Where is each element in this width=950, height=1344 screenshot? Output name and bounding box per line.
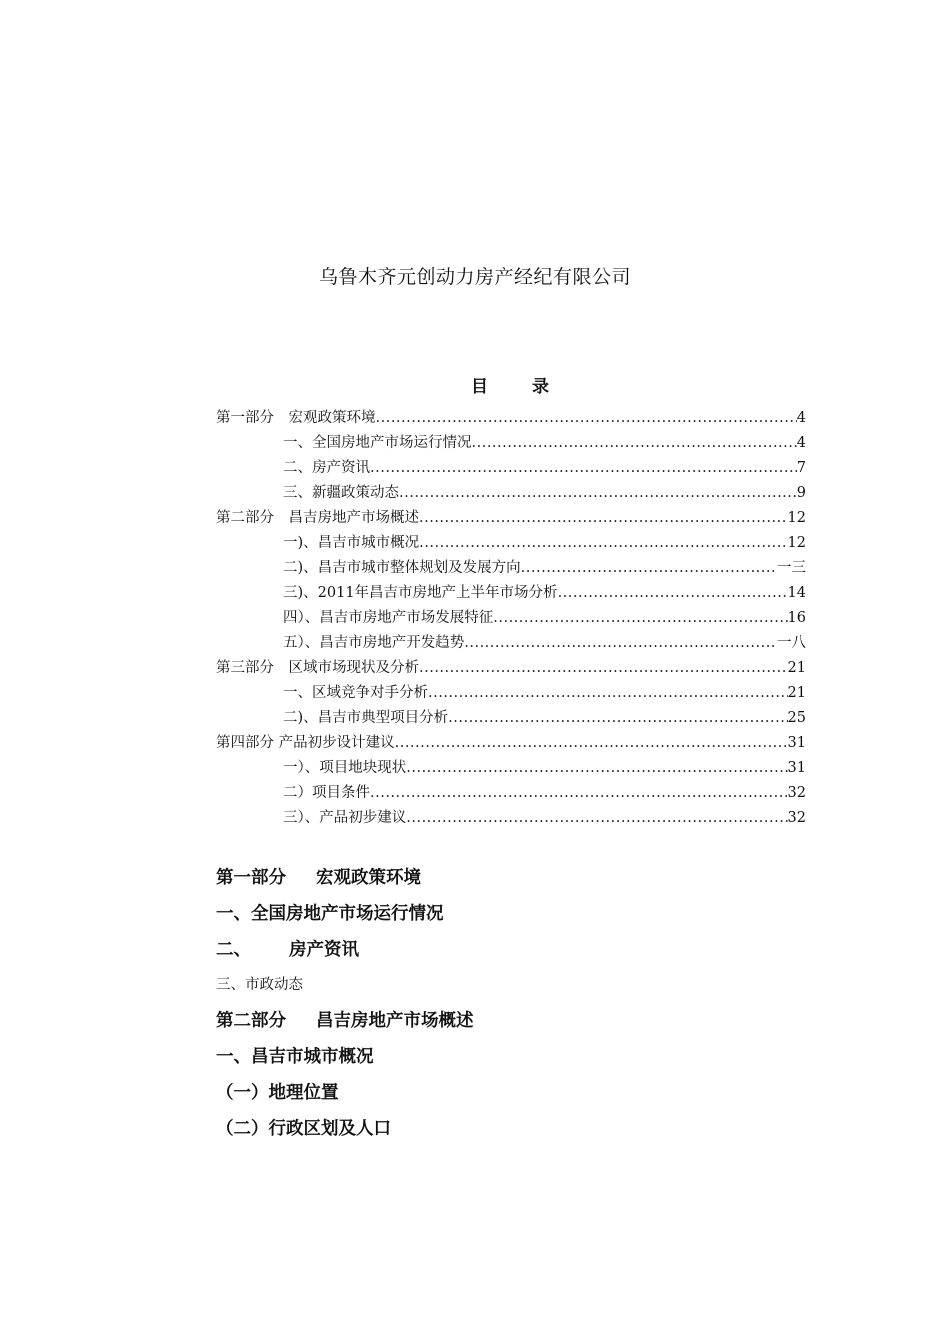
toc-entry-label: 二）项目条件 xyxy=(283,785,370,801)
toc-entry[interactable] xyxy=(216,606,806,631)
toc-entry[interactable] xyxy=(216,456,806,481)
toc-leader xyxy=(493,606,787,631)
toc-entry-label: 二)、昌吉市典型项目分析 xyxy=(283,710,449,726)
toc-leader xyxy=(428,681,788,706)
toc-entry[interactable] xyxy=(216,806,806,831)
toc-entry-label: 一)、昌吉市城市概况 xyxy=(283,535,420,551)
toc-leader xyxy=(419,506,788,531)
toc-entry[interactable] xyxy=(216,706,806,731)
toc-page-number: 21 xyxy=(787,685,806,701)
toc-entry-label: 二、房产资讯 xyxy=(283,460,370,476)
toc-page-number: 14 xyxy=(787,585,806,601)
toc-page-number: 12 xyxy=(787,535,806,551)
toc-entry-label: 三）、产品初步建议 xyxy=(283,810,407,826)
toc-page-number: 4 xyxy=(796,435,806,451)
toc-leader xyxy=(406,756,787,781)
toc-entry[interactable] xyxy=(216,531,806,556)
toc-title-part2: 录 xyxy=(532,377,549,397)
section-heading: 一、全国房地产市场运行情况 xyxy=(216,903,444,924)
heading-part-title: 昌吉房地产市场概述 xyxy=(316,1011,474,1032)
section-heading: （二）行政区划及人口 xyxy=(216,1118,391,1139)
toc-entry[interactable] xyxy=(216,431,806,456)
toc-leader xyxy=(521,556,777,581)
body-headings xyxy=(216,864,816,1150)
table-of-contents xyxy=(216,406,806,831)
toc-page-number: 32 xyxy=(787,785,806,801)
toc-entry[interactable] xyxy=(216,481,806,506)
toc-page-number: 21 xyxy=(787,660,806,676)
toc-entry-label: 一、全国房地产市场运行情况 xyxy=(283,435,472,451)
heading-part-title: 房产资讯 xyxy=(289,939,359,960)
toc-leader xyxy=(464,631,777,656)
toc-entry[interactable] xyxy=(216,581,806,606)
toc-entry-label: 三)、2011年昌吉市房地产上半年市场分析 xyxy=(283,585,558,601)
toc-page-number: 12 xyxy=(787,510,806,526)
section-heading: 三、市政动态 xyxy=(216,977,303,994)
heading-part-label: 第一部分 xyxy=(216,868,286,888)
toc-title xyxy=(0,372,950,397)
toc-entry-label: 三、新疆政策动态 xyxy=(283,485,399,501)
toc-page-number: 9 xyxy=(796,485,806,501)
toc-entry-label: 五）、昌吉市房地产开发趋势 xyxy=(283,635,465,651)
toc-title-part1: 目 xyxy=(471,377,488,397)
toc-leader xyxy=(370,456,797,481)
toc-page-number: 4 xyxy=(796,410,806,426)
toc-page-number: 一八 xyxy=(777,635,806,651)
toc-entry[interactable] xyxy=(216,781,806,806)
toc-leader xyxy=(558,581,788,606)
toc-leader xyxy=(370,781,788,806)
toc-entry[interactable] xyxy=(216,406,806,431)
toc-entry-label: 第一部分 宏观政策环境 xyxy=(216,410,376,426)
toc-page-number: 7 xyxy=(796,460,806,476)
toc-entry[interactable] xyxy=(216,631,806,656)
section-heading xyxy=(216,936,816,972)
toc-leader xyxy=(448,706,787,731)
section-heading xyxy=(216,1007,816,1043)
toc-entry[interactable] xyxy=(216,556,806,581)
section-heading: 一、昌吉市城市概况 xyxy=(216,1046,374,1067)
heading-part-title: 宏观政策环境 xyxy=(316,868,421,888)
toc-leader xyxy=(395,731,788,756)
toc-page-number: 31 xyxy=(787,760,806,776)
toc-entry[interactable] xyxy=(216,681,806,706)
heading-part-label: 第二部分 xyxy=(216,1011,286,1032)
toc-entry-label: 一、区域竞争对手分析 xyxy=(283,685,428,701)
toc-entry-label: 四）、昌吉市房地产市场发展特征 xyxy=(283,610,494,626)
toc-leader xyxy=(419,656,788,681)
toc-page-number: 16 xyxy=(787,610,806,626)
toc-entry-label: 二)、昌吉市城市整体规划及发展方向 xyxy=(283,560,521,576)
toc-entry[interactable] xyxy=(216,756,806,781)
section-heading xyxy=(216,864,816,900)
company-name: 乌鲁木齐元创动力房产经纪有限公司 xyxy=(318,266,631,288)
heading-part-label: 二、 xyxy=(216,939,251,960)
toc-leader xyxy=(406,806,787,831)
toc-page-number: 一三 xyxy=(777,560,806,576)
toc-page-number: 25 xyxy=(787,710,806,726)
section-heading: （一）地理位置 xyxy=(216,1082,339,1103)
toc-page-number: 32 xyxy=(787,810,806,826)
toc-leader xyxy=(419,531,787,556)
toc-leader xyxy=(376,406,797,431)
toc-leader xyxy=(472,431,797,456)
toc-entry-label: 一）、项目地块现状 xyxy=(283,760,407,776)
toc-leader xyxy=(399,481,797,506)
toc-entry-label: 第三部分 区域市场现状及分析 xyxy=(216,660,419,676)
toc-entry-label: 第二部分 昌吉房地产市场概述 xyxy=(216,510,419,526)
toc-entry[interactable] xyxy=(216,506,806,531)
toc-entry-label: 第四部分 产品初步设计建议 xyxy=(216,735,395,751)
toc-entry[interactable] xyxy=(216,731,806,756)
toc-entry[interactable] xyxy=(216,656,806,681)
toc-page-number: 31 xyxy=(787,735,806,751)
